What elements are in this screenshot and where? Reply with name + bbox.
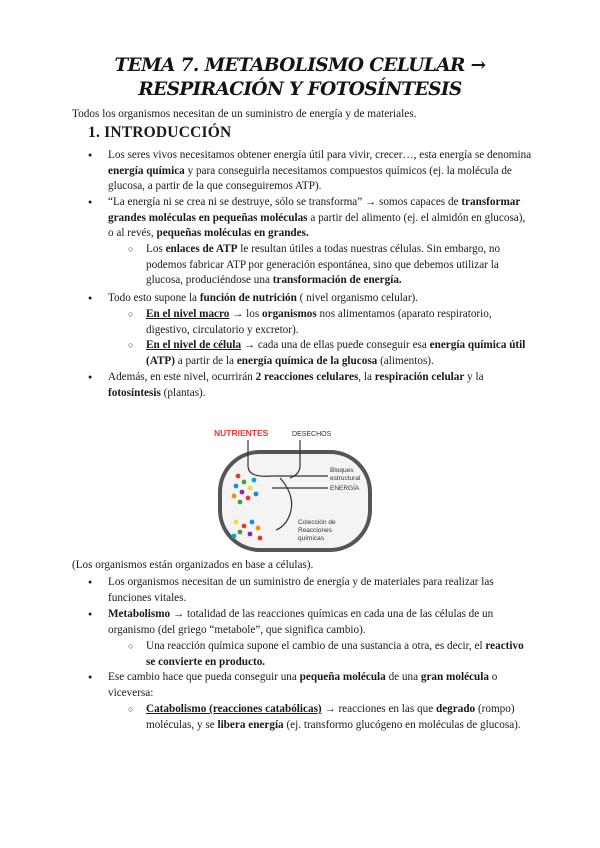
- list-item: ○ En el nivel macro → los organismos nos alimentamos (aparato respiratorio, digestivo, circulatorio y excretor).: [146, 307, 526, 338]
- coleccion-label-3: químicas: [298, 535, 325, 542]
- list-item: ○ Una reacción química supone el cambio de una sustancia a otra, es decir, el reactivo se convierte en producto.: [146, 639, 526, 670]
- list-item: ○ Catabolismo (reacciones catabólicas) → reacciones en las que degrado (rompo) moléculas, y se libera energía (ej. transformo glucógeno en moléculas de glucosa).: [146, 702, 526, 733]
- page-title-line-2: RESPIRACIÓN Y FOTOSÍNTESIS: [138, 79, 462, 100]
- list-item: ● Metabolismo → totalidad de las reacciones químicas en cada una de las células de un organismo (del griego “metabole”, que significa cambio).: [108, 607, 533, 638]
- list-item: ● Los organismos necesitan de un suministro de energía y de materiales para realizar las funciones vitales.: [108, 575, 533, 606]
- list-item: ● “La energía ni se crea ni se destruye, sólo se transforma” → somos capaces de transformar grandes moléculas en pequeñas moléculas a partir del alimento (ej. el almidón en glucosa), o al revés, pequeñas moléculas en grandes.: [108, 195, 533, 242]
- list-item: ● Ese cambio hace que pueda conseguir una pequeña molécula de una gran molécula o viceversa:: [108, 670, 533, 701]
- desechos-label: DESECHOS: [292, 431, 332, 438]
- caption-text: (Los organismos están organizados en base a células).: [72, 559, 314, 571]
- page-title-line-1: TEMA 7. METABOLISMO CELULAR →: [114, 55, 486, 76]
- section-heading: 1. INTRODUCCIÓN: [88, 124, 232, 141]
- list-item: ● Además, en este nivel, ocurrirán 2 reacciones celulares, la respiración celular y la fotosíntesis (plantas).: [108, 370, 533, 401]
- bloques-label-1: Bloques: [330, 467, 354, 474]
- energia-label: ENERGÍA: [330, 485, 360, 492]
- coleccion-label-1: Colección de: [298, 519, 336, 526]
- cell-diagram: [212, 426, 372, 561]
- list-item: ● Los seres vivos necesitamos obtener energía útil para vivir, crecer…, esta energía se denomina energía química y para conseguirla necesitamos compuestos químicos (ej. la molécula de glucosa, a partir de la que conseguiremos ATP).: [108, 148, 533, 195]
- nutrientes-label: NUTRIENTES: [214, 428, 269, 438]
- list-item: ● Todo esto supone la función de nutrición ( nivel organismo celular).: [108, 291, 533, 307]
- list-item: ○ En el nivel de célula → cada una de ellas puede conseguir esa energía química útil (ATP) a partir de la energía química de la glucosa (alimentos).: [146, 338, 526, 369]
- intro-text: Todos los organismos necesitan de un suministro de energía y de materiales.: [72, 108, 417, 120]
- bloques-label-2: estructural: [330, 475, 361, 482]
- list-item: ○ Los enlaces de ATP le resultan útiles a todas nuestras células. Sin embargo, no podemos fabricar ATP por generación espontánea, sino que debemos utilizar la glucosa, produciéndose una transformación de energía.: [146, 242, 526, 289]
- coleccion-label-2: Reacciones: [298, 527, 332, 534]
